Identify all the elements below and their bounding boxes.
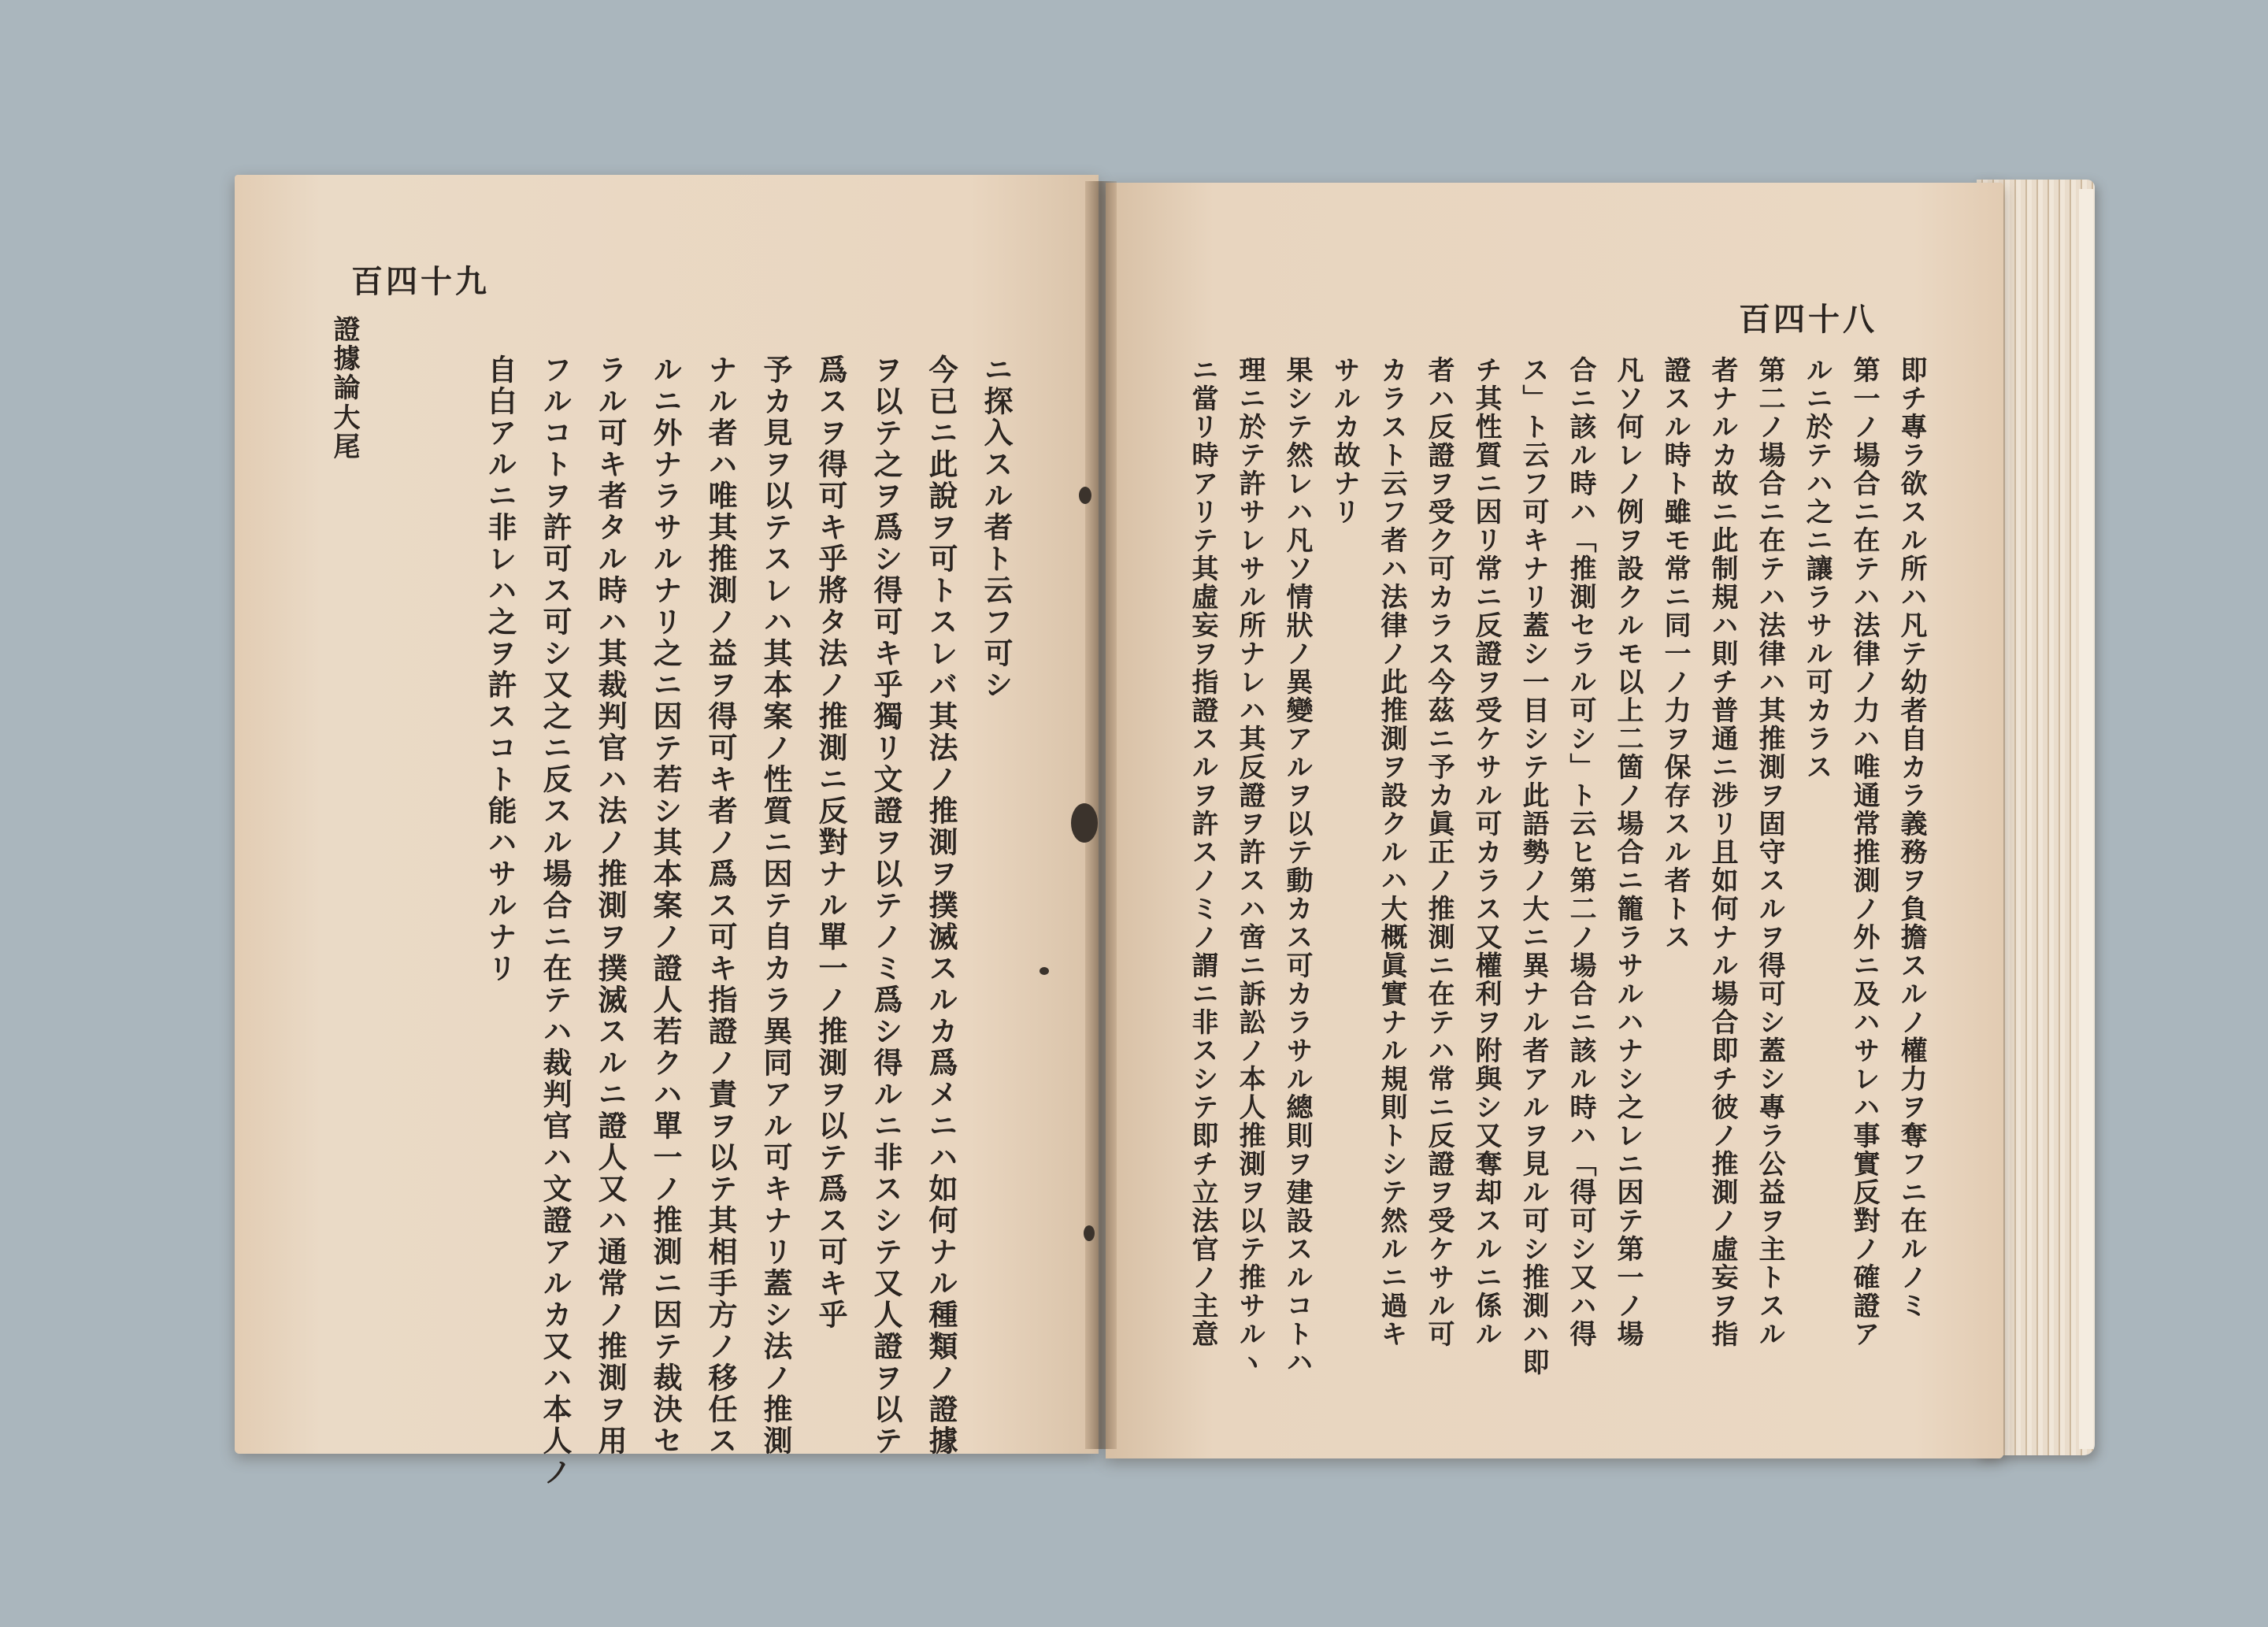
text-column: ルニ於テハ之ニ讓ラサル可カラス xyxy=(1801,356,1833,781)
text-column: 予カ見ヲ以テスレハ其本案ノ性質ニ因テ自カラ異同アル可キナリ蓋シ法ノ推測 xyxy=(758,354,793,1457)
text-column: 今已ニ此說ヲ可トスレバ其法ノ推測ヲ撲滅スルカ爲メニハ如何ナル種類ノ證據 xyxy=(924,354,958,1457)
text-column: 凡ソ何レノ例ヲ設クルモ以上二箇ノ場合ニ籠ラサルハナシ之レニ因テ第一ノ場 xyxy=(1612,356,1644,1348)
text-column: サルカ故ナリ xyxy=(1329,356,1360,526)
text-column: ヲ以テ之ヲ爲シ得可キ乎獨リ文證ヲ以テノミ爲シ得ルニ非スシテ又人證ヲ以テ xyxy=(869,354,903,1457)
right-page-number: 百四十八 xyxy=(1739,301,1877,338)
text-column: 合ニ該ル時ハ「推測セラル可シ」ト云ヒ第二ノ場合ニ該ル時ハ「得可シ又ハ得 xyxy=(1565,356,1596,1348)
binding-hole xyxy=(1071,803,1098,843)
text-column: 果シテ然レハ凡ソ情狀ノ異變アルヲ以テ動カス可カラサル總則ヲ建設スルコトハ xyxy=(1281,356,1313,1377)
text-column: チ其性質ニ因リ常ニ反證ヲ受ケサル可カラス又權利ヲ附與シ又奪却スルニ係ル xyxy=(1470,356,1502,1348)
text-column: カラスト云フ者ハ法律ノ此推測ヲ設クルハ大概眞實ナル規則トシテ然ルニ過キ xyxy=(1376,356,1407,1348)
text-column: 理ニ於テ許サレサル所ナレハ其反證ヲ許スハ啻ニ訴訟ノ本人推測ヲ以テ推サルヽ xyxy=(1234,356,1266,1377)
text-column: ス」ト云フ可キナリ蓋シ一目シテ此語勢ノ大ニ異ナル者アルヲ見ル可シ推測ハ即 xyxy=(1518,356,1549,1377)
binding-hole xyxy=(1040,967,1049,975)
text-column: 者ナルカ故ニ此制規ハ則チ普通ニ涉リ且如何ナル場合即チ彼ノ推測ノ虛妄ヲ指 xyxy=(1707,356,1738,1348)
text-column: フルコトヲ許可ス可シ又之ニ反スル場合ニ在テハ裁判官ハ文證アルカ又ハ本人ノ xyxy=(538,354,573,1488)
text-column: 即チ專ラ欲スル所ハ凡テ幼者自カラ義務ヲ負擔スルノ權力ヲ奪フニ在ルノミ xyxy=(1896,356,1927,1320)
text-column: 者ハ反證ヲ受ク可カラス今茲ニ予カ眞正ノ推測ニ在テハ常ニ反證ヲ受ケサル可 xyxy=(1423,356,1455,1348)
running-title: 證據論 xyxy=(328,315,360,402)
text-column: ナル者ハ唯其推測ノ益ヲ得可キ者ノ爲ス可キ指證ノ責ヲ以テ其相手方ノ移任ス xyxy=(703,354,738,1457)
page-stack-fore-edge xyxy=(2079,189,2093,1449)
text-column: ニ探入スル者ト云フ可シ xyxy=(979,354,1014,701)
binding-hole xyxy=(1084,1225,1095,1241)
text-column: 證スル時ト雖モ常ニ同一ノ力ヲ保存スル者トス xyxy=(1659,356,1691,951)
text-column: 自白アルニ非レハ之ヲ許スコト能ハサルナリ xyxy=(483,354,517,984)
text-column: 第一ノ場合ニ在テハ法律ノ力ハ唯通常推測ノ外ニ及ハサレハ事實反對ノ確證ア xyxy=(1848,356,1880,1348)
left-page-number: 百四十九 xyxy=(351,263,490,300)
text-column: ルニ外ナラサルナリ之ニ因テ若シ其本案ノ證人若クハ單一ノ推測ニ因テ裁決セ xyxy=(648,354,683,1457)
binding-hole xyxy=(1079,487,1091,504)
author-name: 大尾 xyxy=(328,403,360,461)
text-column: ラル可キ者タル時ハ其裁判官ハ法ノ推測ヲ撲滅スルニ證人又ハ通常ノ推測ヲ用 xyxy=(593,354,628,1457)
text-column: 第二ノ場合ニ在テハ法律ハ其推測ヲ固守スルヲ得可シ蓋シ專ラ公益ヲ主トスル xyxy=(1754,356,1785,1348)
text-column: 爲スヲ得可キ乎將タ法ノ推測ニ反對ナル單一ノ推測ヲ以テ爲ス可キ乎 xyxy=(813,354,848,1331)
text-column: ニ當リ時アリテ其虛妄ヲ指證スルヲ許スノミノ謂ニ非スシテ即チ立法官ノ主意 xyxy=(1187,356,1218,1348)
